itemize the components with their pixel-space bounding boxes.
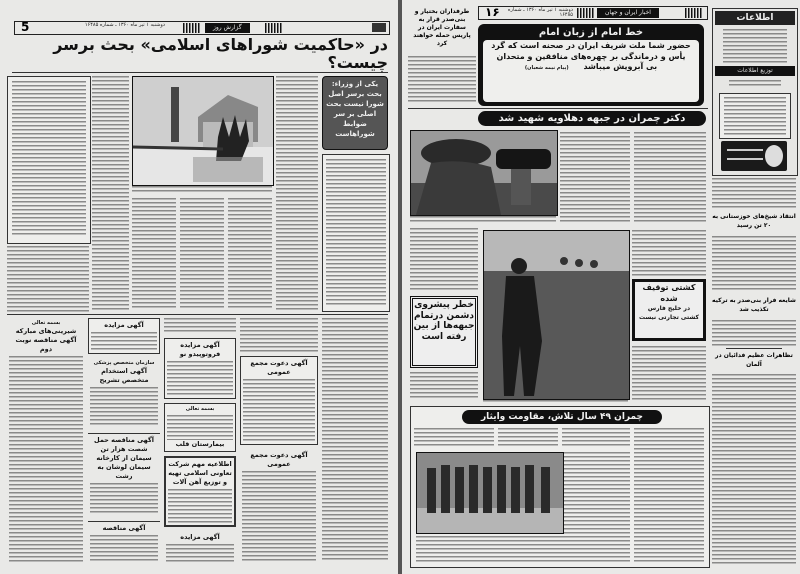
photo-image (484, 231, 629, 399)
right-page (402, 0, 800, 574)
photo-group (416, 452, 564, 534)
ad-title: بیمارستان قلب (175, 439, 225, 448)
ad-title: شیرینی‌های مبارکه (15, 327, 77, 335)
imam-quote-box (478, 24, 704, 106)
header-bars (183, 23, 201, 33)
page-number: ۱۶ (485, 5, 500, 19)
ship-box-line: در خلیج فارس (647, 305, 691, 312)
danger-box: خطر پیشروی دشمن درتمام جبهه‌ها از بین رفته است (410, 296, 478, 368)
header-date: دوشنبه ۱ تیر ماه ۱۳۶۰ ـ شماره ۱۶۴۸۵ (507, 7, 573, 18)
ad-box (164, 338, 236, 399)
header-bars (685, 8, 703, 18)
ad-box (240, 449, 318, 564)
ad-title: آگهی مناقصه حمل شصت هزار تن سیمان از کارخانه سیمان لوشان به رشت (94, 436, 154, 480)
ad-title: آگهی استخدام متخصص تشریح (99, 366, 149, 384)
ad-box (164, 456, 236, 528)
masthead (712, 8, 798, 176)
quote-source: (پیام نیمه شعبان) (524, 65, 569, 71)
sidebar-article-box (7, 76, 91, 244)
ad-title: اطلاعیه مهم شرکت تعاونی اسلامی تهیه و توزیع آهن آلات (168, 459, 232, 486)
quote-box: یکی از وزراء: بحث برسر اصل شورا نیست بحث اصلی بر سر ضوابط شوراهاست (322, 76, 388, 150)
section-label: گزارش روز (205, 23, 250, 33)
section-label: اخبار ایران و جهان (597, 8, 659, 18)
main-headline: دکتر چمران در جبهه دهلاویه شهید شد (478, 111, 706, 126)
ad-box (88, 358, 160, 429)
ad-text: بسمه تعالی (31, 320, 61, 326)
ad-box (240, 356, 318, 445)
ad-column-2 (88, 318, 160, 564)
distribution-label: توزیع اطلاعات (715, 66, 795, 76)
ad-box (7, 318, 85, 564)
page-number: 5 (21, 20, 30, 34)
page-header (478, 6, 708, 20)
ad-box (88, 521, 160, 564)
newspaper-logo-icon (372, 23, 386, 32)
photo-soldier-binoculars (410, 130, 558, 216)
column-headline: تظاهرات عظیم فدائیان در آلمان (715, 352, 793, 368)
ad-box (164, 531, 236, 564)
ad-title: آگهی دعوت مجمع عمومی (250, 450, 308, 468)
header-date: دوشنبه ۱ تیر ماه ۱۳۶۰ ـ شماره ۱۶۴۸۵ (84, 22, 165, 28)
chamran-headline: چمران ۴۹ سال تلاش، مقاومت وایثار (462, 410, 662, 424)
cartoon-illustration (132, 76, 274, 186)
left-page (0, 0, 398, 574)
boxed-article (322, 154, 390, 312)
ad-text: بسمه تعالی (185, 405, 215, 412)
ad-column-3 (164, 318, 236, 564)
ad-text: سازمان متخصص پزشکی (93, 359, 155, 366)
ad-title: آگهی مزایده فروتوپیدو نو (179, 341, 221, 358)
ad-column-1 (7, 318, 85, 564)
column-headline: شایعه فرار بنی‌صدر به ترکیه تکذیب شد (712, 297, 796, 313)
photo-image (411, 131, 557, 215)
ad-box (88, 433, 160, 517)
imam-box-title: خط امام از زبان امام (538, 27, 644, 38)
ad-box (88, 318, 160, 354)
masthead-logo: اطلاعات (715, 11, 795, 25)
ad-title: آگهی دعوت مجمع عمومی (250, 359, 308, 376)
advertisement-logo (721, 141, 787, 171)
schedule-table (719, 93, 791, 139)
photo-image (417, 453, 563, 533)
ship-box-line: کشتی توقیف شده (642, 283, 696, 303)
ship-box-line: کشتی تجارتی نیست (638, 314, 700, 321)
imam-quote (483, 40, 699, 102)
ad-title: آگهی مزایده (104, 321, 144, 329)
header-bars (265, 23, 283, 33)
photo-chamran-field (483, 230, 630, 400)
header-bars (577, 8, 595, 18)
ad-box (164, 403, 236, 452)
side-headline: طرفداران بختیار و بنی‌صدر قرار به سفارت ایران در پاریس حمله خواهند کرد (413, 8, 471, 47)
cartoon-drawing (133, 77, 273, 185)
ad-column-4 (240, 318, 318, 564)
ship-box (632, 279, 706, 341)
quote-line: یأس و درماندگی بر چهره‌های منافقین و متحدان (496, 51, 686, 61)
main-headline: در «حاکمیت شوراهای اسلامی» بحث برسر چیست؟ (53, 35, 388, 72)
column-headline: انتقاد شیخ‌های خوزستانی به ۲۰ تن رسید (712, 213, 796, 229)
ad-title: آگهی مناقصه نوبت دوم (15, 336, 77, 353)
ad-title: آگهی مناقصه (102, 523, 146, 532)
quote-line: بی آبرویش میباشد (583, 62, 658, 71)
ad-title: آگهی مزایده (180, 533, 220, 542)
page-header (14, 21, 390, 35)
quote-line: حضور شما ملت شریف ایران در صحنه است که گرد (491, 41, 691, 50)
globe-icon (765, 145, 783, 167)
